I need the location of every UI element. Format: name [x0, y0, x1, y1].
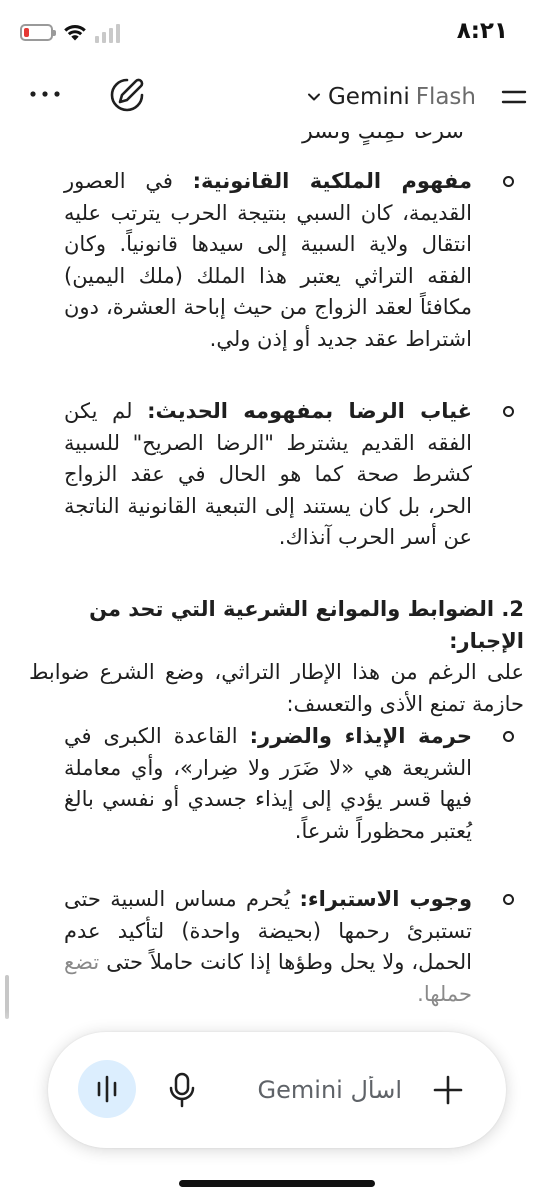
model-name: Gemini [327, 84, 410, 110]
section-body: على الرغم من هذا الإطار التراثي، وضع الشرع ضوابط حازمة تمنع الأذى والتعسف: [29, 660, 524, 716]
battery-level-fill [24, 28, 29, 37]
new-chat-button[interactable] [106, 74, 148, 116]
model-switcher[interactable] [306, 80, 476, 114]
section-2 [29, 594, 524, 720]
list-item [64, 396, 504, 554]
cellular-signal-icon [95, 23, 120, 43]
section-title: 2. الضوابط والموانع الشرعية التي تحد من الإجبار: [89, 597, 524, 653]
bullet-circle-icon [503, 406, 514, 417]
list-item-body: القاعدة الكبرى في الشريعة هي «لا ضَرَر ولا ضِرار»، وأي معاملة فيها قسر يؤدي إلى إيذاء جسدي أو نفسي بالغ يُعتبر محظوراً شرعاً. [64, 724, 472, 843]
list-item-text [64, 884, 504, 1010]
list-item-body: لم يكن الفقه القديم يشترط "الرضا الصريح" للسبية كشرط صحة كما هو الحال في عقد الزواج الحر، بل كان يستند إلى التبعية القانونية الناتجة عن أسر الحرب آنذاك. [64, 399, 472, 549]
list-item-text [64, 396, 504, 554]
list-item-title: حرمة الإيذاء والضرر: [249, 724, 472, 748]
wifi-icon [62, 22, 88, 42]
list-item-title: غياب الرضا بمفهومه الحديث: [147, 399, 472, 423]
gemini-live-button[interactable] [78, 1060, 136, 1118]
list-item-body-streaming: تضع حملها. [64, 950, 472, 1006]
menu-button[interactable] [502, 86, 526, 108]
microphone-icon [162, 1068, 202, 1112]
app-bar [0, 62, 554, 132]
menu-icon [502, 86, 526, 108]
bullet-circle-icon [503, 176, 514, 187]
more-horiz-icon [24, 78, 68, 110]
list-item-body: في العصور القديمة، كان السبي بنتيجة الحرب يترتب عليه انتقال ولاية السبية إلى سيدها قانونياً. وكان الفقه التراثي يعتبر هذا الملك (ملك اليمين) مكافئاً لعقد الزواج من حيث إباحة العشرة، دون اشتراط عقد جديد أو إذن ولي. [64, 169, 472, 351]
add-attachment-button[interactable] [426, 1068, 470, 1112]
response-content [0, 108, 554, 1028]
status-bar [0, 0, 554, 62]
gemini-live-waveform-icon [78, 1060, 136, 1118]
list-item [64, 884, 504, 1010]
list-item-text [64, 721, 504, 847]
microphone-button[interactable] [162, 1068, 202, 1112]
list-item-text [64, 166, 504, 355]
bullet-circle-icon [503, 731, 514, 742]
battery-icon [20, 24, 53, 41]
chevron-down-icon [306, 91, 322, 103]
prompt-composer [48, 1032, 506, 1148]
list-item [64, 166, 504, 355]
bullet-circle-icon [503, 894, 514, 905]
prompt-input[interactable] [232, 1070, 402, 1110]
list-item [64, 721, 504, 847]
status-time: ٨:٢١ [456, 18, 508, 44]
list-item-title: وجوب الاستبراء: [299, 887, 473, 911]
model-variant: Flash [415, 84, 476, 110]
list-item-title: مفهوم الملكية القانونية: [192, 169, 472, 193]
list-item-body: يُحرم مساس السبية حتى تستبرئ رحمها (بحيضة واحدة) لتأكيد عدم الحمل، ولا يحل وطؤها إذا كانت حاملاً حتى [64, 887, 472, 974]
more-options-button[interactable] [24, 78, 68, 110]
plus-icon [426, 1068, 470, 1112]
home-indicator[interactable] [179, 1180, 375, 1187]
new-chat-pencil-icon [106, 74, 148, 116]
